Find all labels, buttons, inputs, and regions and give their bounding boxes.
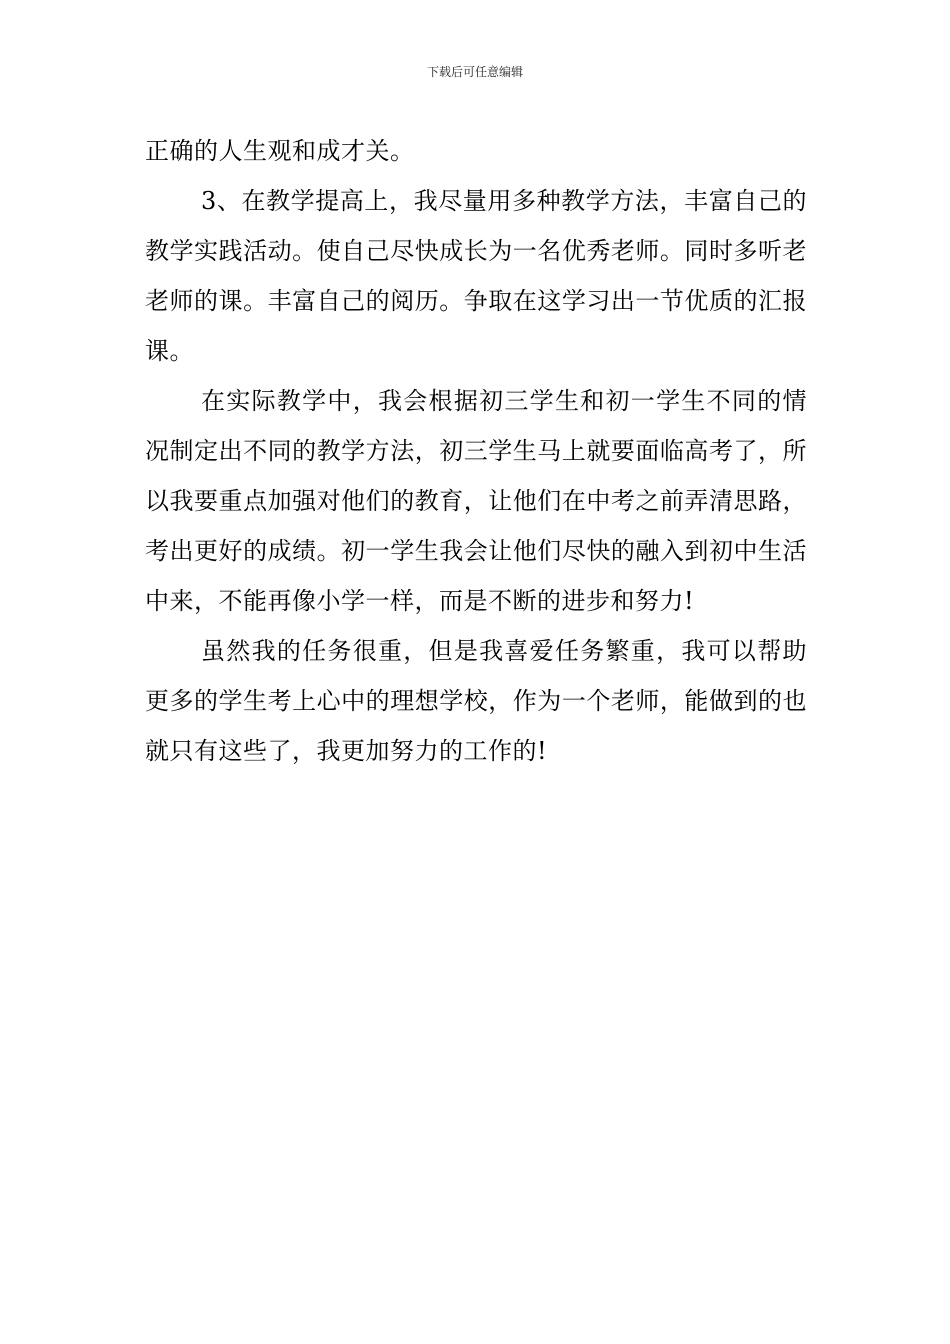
- document-body: [145, 126, 807, 776]
- page-header-note: 下载后可任意编辑: [426, 65, 523, 79]
- paragraph-conclusion: 虽然我的任务很重，但是我喜爱任务繁重，我可以帮助更多的学生考上心中的理想学校，作为一个老师，能做到的也就只有这些了，我更加努力的工作的!: [145, 637, 807, 765]
- paragraph-teaching-improvement: 3、在教学提高上，我尽量用多种教学方法，丰富自己的教学实践活动。使自己尽快成长为一名优秀老师。同时多听老老师的课。丰富自己的阅历。争取在这学习出一节优质的汇报课。: [145, 187, 807, 365]
- paragraph-actual-teaching: 在实际教学中，我会根据初三学生和初一学生不同的情况制定出不同的教学方法，初三学生马上就要面临高考了，所以我要重点加强对他们的教育，让他们在中考之前弄清思路，考出更好的成绩。初一学生我会让他们尽快的融入到初中生活中来，不能再像小学一样，而是不断的进步和努力!: [145, 387, 807, 615]
- paragraph-continuation: 正确的人生观和成才关。: [145, 137, 415, 165]
